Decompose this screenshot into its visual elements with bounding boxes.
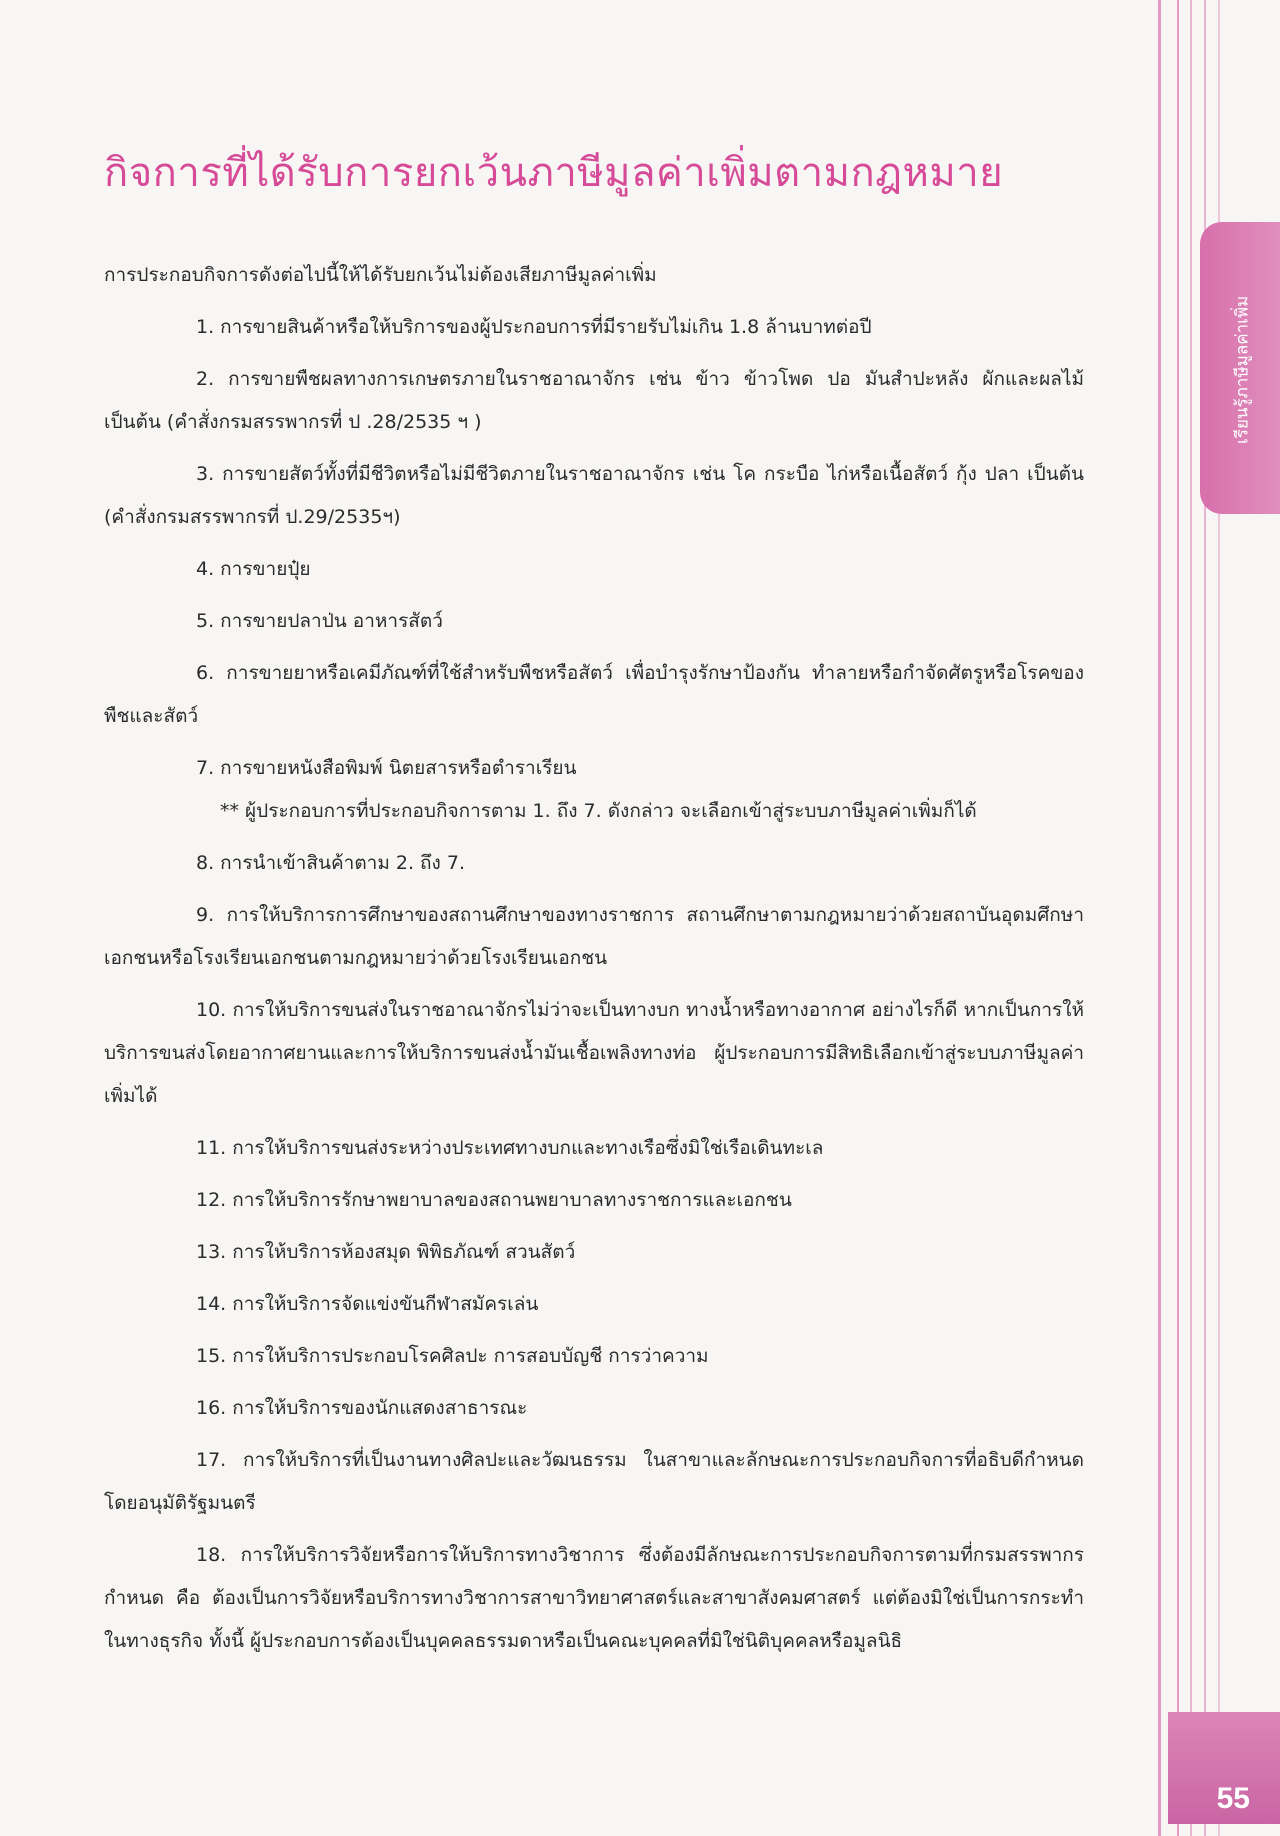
list-item: 17. การให้บริการที่เป็นงานทางศิลปะและวัฒนธรรม ในสาขาและลักษณะการประกอบกิจการที่อธิบดีกำหนดโดยอนุมัติรัฐมนตรี — [104, 1449, 1084, 1514]
intro-paragraph: การประกอบกิจการดังต่อไปนี้ให้ได้รับยกเว้นไม่ต้องเสียภาษีมูลค่าเพิ่ม — [104, 264, 657, 286]
list-item: 5. การขายปลาป่น อาหารสัตว์ — [196, 610, 443, 632]
list-item: 15. การให้บริการประกอบโรคศิลปะ การสอบบัญชี การว่าความ — [196, 1345, 709, 1367]
list-item: 6. การขายยาหรือเคมีภัณฑ์ที่ใช้สำหรับพืชหรือสัตว์ เพื่อบำรุงรักษาป้องกัน ทำลายหรือกำจัดศัตรูหรือโรคของพืชและสัตว์ — [104, 662, 1084, 727]
page-title: กิจการที่ได้รับการยกเว้นภาษีมูลค่าเพิ่มตามกฎหมาย — [104, 149, 1004, 196]
page-number: 55 — [1216, 1782, 1250, 1815]
note-text: ** ผู้ประกอบการที่ประกอบกิจการตาม 1. ถึง 7. ดังกล่าว จะเลือกเข้าสู่ระบบภาษีมูลค่าเพิ่มก็ได้ — [220, 800, 977, 822]
list-item: 7. การขายหนังสือพิมพ์ นิตยสารหรือตำราเรียน — [196, 757, 577, 779]
list-item: 11. การให้บริการขนส่งระหว่างประเทศทางบกและทางเรือซึ่งมิใช่เรือเดินทะเล — [196, 1137, 824, 1159]
list-item: 10. การให้บริการขนส่งในราชอาณาจักรไม่ว่าจะเป็นทางบก ทางน้ำหรือทางอากาศ อย่างไรก็ดี หากเป็นการให้บริการขนส่งโดยอากาศยานและการให้บริการขนส่งน้ำมันเชื้อเพลิงทางท่อ ผู้ประกอบการมีสิทธิเลือกเข้าสู่ระบบภาษีมูลค่าเพิ่มได้ — [104, 999, 1084, 1107]
list-item: 2. การขายพืชผลทางการเกษตรภายในราชอาณาจักร เช่น ข้าว ข้าวโพด ปอ มันสำปะหลัง ผักและผลไม้ เป็นต้น (คำสั่งกรมสรรพากรที่ ป .28/2535 ฯ ) — [104, 368, 1084, 433]
list-item: 18. การให้บริการวิจัยหรือการให้บริการทางวิชาการ ซึ่งต้องมีลักษณะการประกอบกิจการตามที่กรมสรรพากรกำหนด คือ ต้องเป็นการวิจัยหรือบริการทางวิชาการสาขาวิทยาศาสตร์และสาขาสังคมศาสตร์ แต่ต้องมิใช่เป็นการกระทำในทางธุรกิจ ทั้งนี้ ผู้ประกอบการต้องเป็นบุคคลธรรมดาหรือเป็นคณะบุคคลที่มิใช่นิติบุคคลหรือมูลนิธิ — [104, 1544, 1084, 1652]
list-item: 16. การให้บริการของนักแสดงสาธารณะ — [196, 1397, 528, 1419]
body-text — [104, 254, 1084, 1672]
decorative-rule — [1158, 0, 1161, 1836]
list-item: 8. การนำเข้าสินค้าตาม 2. ถึง 7. — [196, 852, 466, 874]
decorative-rule — [1177, 0, 1179, 1836]
list-item: 14. การให้บริการจัดแข่งขันกีฬาสมัครเล่น — [196, 1293, 539, 1315]
side-chapter-tab-label: เรียนรู้ภาษีมูลค่าเพิ่ม — [1232, 295, 1253, 445]
decorative-rule — [1190, 0, 1192, 1836]
list-item: 9. การให้บริการการศึกษาของสถานศึกษาของทางราชการ สถานศึกษาตามกฎหมายว่าด้วยสถาบันอุดมศึกษาเอกชนหรือโรงเรียนเอกชนตามกฎหมายว่าด้วยโรงเรียนเอกชน — [104, 904, 1084, 969]
list-item: 13. การให้บริการห้องสมุด พิพิธภัณฑ์ สวนสัตว์ — [196, 1241, 576, 1263]
list-item: 4. การขายปุ๋ย — [196, 558, 311, 580]
list-item: 1. การขายสินค้าหรือให้บริการของผู้ประกอบการที่มีรายรับไม่เกิน 1.8 ล้านบาทต่อปี — [196, 316, 872, 338]
list-item: 12. การให้บริการรักษาพยาบาลของสถานพยาบาลทางราชการและเอกชน — [196, 1189, 792, 1211]
list-item: 3. การขายสัตว์ทั้งที่มีชีวิตหรือไม่มีชีวิตภายในราชอาณาจักร เช่น โค กระบือ ไก่หรือเนื้อสัตว์ กุ้ง ปลา เป็นต้น (คำสั่งกรมสรรพากรที่ ป.29/2535ฯ) — [104, 463, 1084, 528]
